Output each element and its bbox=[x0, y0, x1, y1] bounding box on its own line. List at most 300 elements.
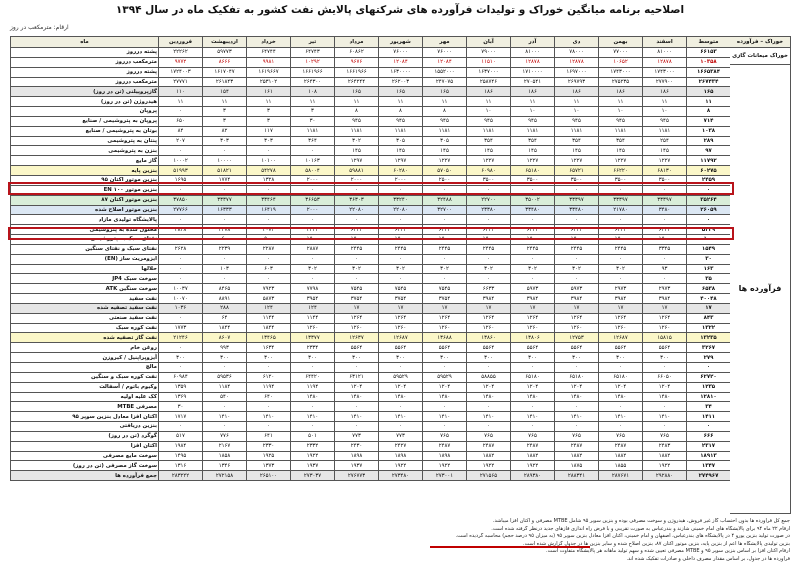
table-cell: ۱۰۰۷۰ bbox=[159, 294, 203, 304]
table-cell: ۶۰۹۸۴ bbox=[159, 372, 203, 382]
column-header: آبان bbox=[467, 37, 511, 48]
table-cell: ۱۶۵ bbox=[687, 87, 731, 97]
table-row bbox=[11, 166, 731, 176]
table-cell: ۰ bbox=[511, 422, 555, 432]
table-cell: ۰ bbox=[555, 402, 599, 412]
table-cell: ۰ bbox=[379, 274, 423, 284]
table-cell: ۰ bbox=[555, 422, 599, 432]
table-cell: ۸ bbox=[687, 107, 731, 117]
table-cell: ۳۹۸۴ bbox=[467, 294, 511, 304]
table-cell: ۹۹۸۱ bbox=[247, 57, 291, 67]
table-cell: ۱۴۱۰ bbox=[423, 412, 467, 422]
table-cell: ۰ bbox=[599, 402, 643, 412]
unit-note: ارقام: مترمکعب در روز bbox=[10, 24, 69, 31]
table-cell: ۰ bbox=[423, 363, 467, 373]
row-label: نفت کوره سبک bbox=[11, 323, 159, 333]
table-cell: ۱۸۴۴ bbox=[203, 323, 247, 333]
table-cell: ۵۵۶۴ bbox=[467, 343, 511, 353]
table-cell: ۵۸۷۳ bbox=[247, 294, 291, 304]
table-row bbox=[11, 215, 731, 225]
table-cell: ۱۹۲۲ bbox=[379, 461, 423, 471]
table-cell: ۱۴۸۰ bbox=[511, 392, 555, 402]
table-cell: ۶۵۱۸۰ bbox=[511, 372, 555, 382]
table-cell: ۷۶۰۰۰ bbox=[379, 48, 423, 58]
table-cell: ۳۰۰ bbox=[291, 353, 335, 363]
table-cell: ۱۴۵ bbox=[423, 146, 467, 156]
table-cell: ۳۵۰۰ bbox=[599, 175, 643, 185]
table-cell: ۲۶۴۲۴۴ bbox=[335, 77, 379, 87]
table-cell: ۰ bbox=[643, 422, 687, 432]
table-cell: ۱۸۸۲ bbox=[599, 451, 643, 461]
table-cell: ۰ bbox=[159, 215, 203, 225]
table-cell: ۰ bbox=[159, 264, 203, 274]
table-row bbox=[11, 363, 731, 373]
table-cell: ۵۱۹۹۳ bbox=[159, 166, 203, 176]
table-cell: ۵۹۷۳ bbox=[555, 284, 599, 294]
table-cell: ۰ bbox=[203, 402, 247, 412]
table-cell: ۱۲۶۸۷ bbox=[379, 333, 423, 343]
table-cell: ۲۷۷۹۰۰ bbox=[643, 77, 687, 87]
table-cell: ۱۶۶۱۹۶۶ bbox=[291, 67, 335, 77]
footnote-underline bbox=[430, 546, 590, 548]
table-cell: ۱۱ bbox=[643, 97, 687, 107]
table-cell: ۱۶۵ bbox=[335, 87, 379, 97]
table-cell: ۲۰۰۰ bbox=[291, 205, 335, 215]
table-cell: ۰ bbox=[599, 254, 643, 264]
table-cell: ۹۷ bbox=[687, 146, 731, 156]
row-label: سوخت گاز مصرفی (تن در روز) bbox=[11, 461, 159, 471]
table-cell: ۱۸۶ bbox=[555, 87, 599, 97]
table-row bbox=[11, 274, 731, 284]
table-cell: ۱۰۰ bbox=[687, 235, 731, 245]
row-label: پنتان به پتروشیمی bbox=[11, 136, 159, 146]
table-row bbox=[11, 126, 731, 136]
table-cell: ۱۲۶۴ bbox=[467, 313, 511, 323]
header-row bbox=[11, 37, 731, 48]
table-cell: ۳۹۵۴ bbox=[291, 294, 335, 304]
table-cell: ۱۰۳۸ bbox=[687, 126, 731, 136]
table-cell: ۹۴۵ bbox=[379, 116, 423, 126]
table-cell: ۱۱۴۴ bbox=[247, 313, 291, 323]
table-cell: ۲۹۷۳ bbox=[599, 284, 643, 294]
table-row bbox=[11, 313, 731, 323]
row-label: پشته درروز bbox=[11, 67, 159, 77]
table-cell: ۱۳۴۷ bbox=[687, 461, 731, 471]
table-cell: ۱۶۶۱۹۶۶ bbox=[335, 67, 379, 77]
table-cell: ۸۱۰۰۰ bbox=[643, 48, 687, 58]
table-cell: ۷۷۳ bbox=[335, 431, 379, 441]
table-cell: ۶۵۷۲۱ bbox=[555, 166, 599, 176]
table-cell: ۲۲۰۸۰ bbox=[379, 205, 423, 215]
table-cell: ۲۶۹۷۹۳ bbox=[555, 77, 599, 87]
table-cell: ۳ bbox=[247, 107, 291, 117]
table-cell: ۳۳۳۹۷ bbox=[599, 195, 643, 205]
table-cell: ۰ bbox=[159, 185, 203, 195]
table-cell: ۱۰۰۳۷ bbox=[159, 284, 203, 294]
table-row bbox=[11, 244, 731, 254]
table-cell: ۷۷۹۸ bbox=[291, 284, 335, 294]
table-cell: ۰ bbox=[335, 185, 379, 195]
table-cell: ۱۲۲۷ bbox=[555, 156, 599, 166]
table-cell: ۲۵۸۷۴۶ bbox=[467, 77, 511, 87]
row-label: مترمکعب درروز bbox=[11, 57, 159, 67]
table-cell: ۶۰۲۸۰ bbox=[379, 166, 423, 176]
table-cell: ۳۹۸۴ bbox=[643, 294, 687, 304]
table-cell: ۱۹۳۷ bbox=[291, 461, 335, 471]
table-cell: ۱۳۴۶ bbox=[203, 461, 247, 471]
row-label: بنزین دریافتی bbox=[11, 422, 159, 432]
table-cell: ۱۹۲۲ bbox=[643, 461, 687, 471]
table-cell: ۱۳۸۶۰ bbox=[467, 333, 511, 343]
table-row bbox=[11, 422, 731, 432]
table-cell: ۰ bbox=[467, 363, 511, 373]
table-cell: ۱۰ bbox=[511, 107, 555, 117]
table-cell: ۰ bbox=[467, 274, 511, 284]
table-cell: ۶۴۴۴ bbox=[423, 225, 467, 235]
table-cell: ۱۷ bbox=[687, 303, 731, 313]
table-cell: ۱۴۱۰ bbox=[203, 412, 247, 422]
table-cell: ۱۲۷۵۳ bbox=[555, 333, 599, 343]
table-cell: ۰ bbox=[159, 107, 203, 117]
table-cell: ۲۷۲۱۵۸ bbox=[203, 471, 247, 481]
table-cell: ۶۱۲۰ bbox=[247, 372, 291, 382]
table-cell: ۱۸۹۸ bbox=[335, 451, 379, 461]
table-cell: ۳۲۷۰۰ bbox=[423, 205, 467, 215]
table-cell: ۹۴۵ bbox=[511, 116, 555, 126]
table-cell: ۱۶۴۱۹ bbox=[247, 205, 291, 215]
table-cell: ۰ bbox=[247, 274, 291, 284]
table-cell: ۶۵۳۸ bbox=[687, 284, 731, 294]
table-container bbox=[10, 36, 730, 481]
table-cell: ۱۱ bbox=[511, 97, 555, 107]
table-cell: ۳۵۰۰ bbox=[467, 175, 511, 185]
table-row bbox=[11, 156, 731, 166]
table-cell: ۰ bbox=[599, 274, 643, 284]
table-cell: ۰ bbox=[687, 185, 731, 195]
row-label: جمع فرآورده ها bbox=[11, 471, 159, 481]
table-cell: ۱۸۸۲ bbox=[555, 451, 599, 461]
table-body bbox=[11, 48, 731, 481]
table-cell: ۲۸۹ bbox=[687, 136, 731, 146]
table-cell: ۱۷ bbox=[379, 303, 423, 313]
table-cell: ۲۷۳۴۸۰ bbox=[379, 471, 423, 481]
table-cell: ۲۴۴۵ bbox=[555, 244, 599, 254]
table-cell: ۲۴۴۵ bbox=[511, 244, 555, 254]
table-cell: ۹۴۵ bbox=[423, 116, 467, 126]
table-cell: ۷۶۵ bbox=[555, 431, 599, 441]
table-cell: ۶۴۷۴۳ bbox=[291, 48, 335, 58]
table-cell: ۵۱۷ bbox=[159, 431, 203, 441]
table-cell: ۱۷ bbox=[643, 303, 687, 313]
table-cell: ۱۲۰۴ bbox=[467, 382, 511, 392]
table-cell: ۱۰ bbox=[555, 107, 599, 117]
table-cell: ۹۳ bbox=[643, 264, 687, 274]
table-cell: ۵۴۲۷۸ bbox=[247, 166, 291, 176]
table-cell: ۵۹۵۲۹ bbox=[379, 372, 423, 382]
row-label: گازپروپیلنی (تن در روز) bbox=[11, 87, 159, 97]
table-cell: ۰ bbox=[379, 422, 423, 432]
table-cell: ۲۴۸۷ bbox=[511, 441, 555, 451]
table-cell: ۲۲۲۶۲ bbox=[159, 48, 203, 58]
table-cell: ۱۱ bbox=[467, 97, 511, 107]
table-cell: ۱۶۱۷۰۴۷ bbox=[203, 67, 247, 77]
table-cell: ۰ bbox=[291, 185, 335, 195]
table-cell: ۵۴۰ bbox=[203, 392, 247, 402]
table-cell: ۱۴۵ bbox=[511, 146, 555, 156]
table-row bbox=[11, 382, 731, 392]
table-row bbox=[11, 451, 731, 461]
table-cell: ۲۰۰۰ bbox=[291, 175, 335, 185]
table-cell: ۱۲۸۱۰ bbox=[687, 392, 731, 402]
table-cell: ۱۷۴۳۰۰۰ bbox=[643, 67, 687, 77]
table-cell: ۶۴۴۴ bbox=[599, 225, 643, 235]
table-cell: ۸۱۰۰۰ bbox=[511, 48, 555, 58]
table-cell: ۳۰۰ bbox=[467, 353, 511, 363]
table-cell: ۲۷۰۵۴۱ bbox=[511, 77, 555, 87]
table-cell: ۳۵۴ bbox=[599, 136, 643, 146]
table-cell: ۱۹۸۴ bbox=[159, 441, 203, 451]
table-cell: ۷۱۴ bbox=[687, 116, 731, 126]
table-cell: ۱۱ bbox=[291, 97, 335, 107]
table-cell: ۱۴۸۰ bbox=[599, 392, 643, 402]
table-row bbox=[11, 254, 731, 264]
row-label: محلول شده به پتروشیمی bbox=[11, 225, 159, 235]
table-cell: ۹۴۵ bbox=[335, 116, 379, 126]
table-cell: ۶۸۱۳۰ bbox=[643, 166, 687, 176]
table-cell: ۱۸۶ bbox=[467, 87, 511, 97]
table-cell: ۸ bbox=[379, 107, 423, 117]
table-cell: ۲۴۷۰۷۵ bbox=[423, 77, 467, 87]
table-cell: ۳۵۰۰۲ bbox=[511, 195, 555, 205]
table-cell: ۰ bbox=[159, 146, 203, 156]
table-cell: ۳۰۰ bbox=[247, 353, 291, 363]
table-cell: ۱۰ bbox=[599, 107, 643, 117]
table-cell: ۵۰۱ bbox=[291, 431, 335, 441]
table-cell: ۱۷ bbox=[511, 303, 555, 313]
row-label: پالایشگاه تولیدی مازاد bbox=[11, 215, 159, 225]
table-cell: ۳۷۵۴ bbox=[379, 294, 423, 304]
table-cell: ۲۴۸۷ bbox=[599, 441, 643, 451]
table-cell: ۰ bbox=[203, 254, 247, 264]
table-cell: ۲۸۸ bbox=[203, 303, 247, 313]
table-cell: ۱۱ bbox=[423, 97, 467, 107]
table-row bbox=[11, 353, 731, 363]
table-cell: ۲۷۳۰۳۷ bbox=[291, 471, 335, 481]
table-cell: ۱۴۱۰ bbox=[291, 412, 335, 422]
table-cell: ۲۸۷۶۷۱ bbox=[599, 471, 643, 481]
table-cell: ۵۵۶۴ bbox=[599, 343, 643, 353]
table-cell: ۲۸۳۲۲۲ bbox=[159, 471, 203, 481]
table-cell: ۱۰۳۶ bbox=[159, 303, 203, 313]
table-row bbox=[11, 107, 731, 117]
table-cell: ۶۶۶ bbox=[687, 431, 731, 441]
table-cell: ۰ bbox=[555, 215, 599, 225]
production-table bbox=[10, 36, 731, 481]
table-cell: ۱۲۰۴ bbox=[555, 382, 599, 392]
table-cell: ۰ bbox=[203, 274, 247, 284]
table-row bbox=[11, 57, 731, 67]
table-cell: ۱۳۲۸ bbox=[247, 175, 291, 185]
table-cell: ۰ bbox=[291, 402, 335, 412]
table-cell: ۶۴۷۴۴ bbox=[247, 48, 291, 58]
table-cell: ۰ bbox=[643, 274, 687, 284]
row-label: مالچ bbox=[11, 363, 159, 373]
table-cell: ۲۴۸۳ bbox=[643, 441, 687, 451]
table-cell: ۵۵۶۴ bbox=[511, 343, 555, 353]
table-cell: ۲۷۵۲۳۵ bbox=[599, 77, 643, 87]
table-cell: ۲۳۳۸۰ bbox=[467, 205, 511, 215]
table-cell: ۱۲۰۴ bbox=[643, 382, 687, 392]
table-cell: ۰ bbox=[203, 363, 247, 373]
table-cell: ۱۱ bbox=[335, 97, 379, 107]
table-cell: ۲۶۴۳۰۰ bbox=[291, 77, 335, 87]
table-cell: ۳۰۰ bbox=[599, 353, 643, 363]
column-header: آذر bbox=[511, 37, 555, 48]
table-cell: ۳۳۴۸۰ bbox=[511, 205, 555, 215]
table-cell: ۱۱۸۴ bbox=[203, 382, 247, 392]
table-cell: ۱۲۲۷ bbox=[467, 156, 511, 166]
table-cell: ۱۷ bbox=[467, 303, 511, 313]
table-cell: ۳۵۴ bbox=[467, 136, 511, 146]
table-cell: ۰ bbox=[643, 215, 687, 225]
table-cell: ۷۹۲۳ bbox=[247, 284, 291, 294]
table-cell: ۶۴۴۴ bbox=[379, 225, 423, 235]
table-cell: ۱۷۴۳۰۰۰ bbox=[599, 67, 643, 77]
table-cell: ۲۲۰۸۰ bbox=[335, 205, 379, 215]
table-cell: ۲۴۲۷ bbox=[379, 441, 423, 451]
table-cell: ۰ bbox=[291, 422, 335, 432]
footnote-line: بنزین تولیدی پالایشگاه ها اعم از بنزین پایه، بنزین موتور اکتان ۸۷، بنزین اصلاح شده و سایر بنزین ها در جدول گزارش شده است. bbox=[10, 541, 790, 549]
table-cell: ۱۴۹۵ bbox=[159, 451, 203, 461]
row-label: کک علیه اولیه bbox=[11, 392, 159, 402]
table-cell: ۳۳۳۳ bbox=[291, 225, 335, 235]
table-cell: ۱۲۲۷ bbox=[423, 156, 467, 166]
table-cell: ۲۶۲۰۰۳ bbox=[379, 77, 423, 87]
table-cell: ۱۲۶۴ bbox=[379, 313, 423, 323]
table-cell: ۵۹۵۳۶ bbox=[203, 372, 247, 382]
table-cell: ۱۲۰۴ bbox=[511, 382, 555, 392]
table-cell: ۵۹۷۷۳ bbox=[203, 48, 247, 58]
table-cell: ۱۵۰۰ bbox=[643, 235, 687, 245]
table-cell: ۳۵۰۰ bbox=[555, 175, 599, 185]
table-cell: ۱۹۳۷ bbox=[335, 461, 379, 471]
table-cell: ۶۴۴۲۰ bbox=[291, 372, 335, 382]
table-cell: ۳۳۴۸۰ bbox=[555, 205, 599, 215]
table-cell: ۰ bbox=[511, 215, 555, 225]
row-label: سوخت سنگین ATK bbox=[11, 284, 159, 294]
table-cell: ۰ bbox=[555, 254, 599, 264]
table-cell: ۱۸۵۵ bbox=[599, 461, 643, 471]
table-cell: ۲۵۰۰ bbox=[423, 175, 467, 185]
category-sidebar bbox=[730, 36, 791, 514]
table-cell: ۰ bbox=[159, 313, 203, 323]
table-cell: ۷۷۰۰۰ bbox=[599, 48, 643, 58]
table-cell: ۱۴۸۰ bbox=[379, 392, 423, 402]
column-header: بهمن bbox=[599, 37, 643, 48]
table-row bbox=[11, 97, 731, 107]
table-cell: ۷۶۵ bbox=[511, 431, 555, 441]
table-cell: ۸۶۶۶ bbox=[203, 57, 247, 67]
table-cell: ۰ bbox=[247, 422, 291, 432]
table-cell: ۱۵۰۰ bbox=[291, 235, 335, 245]
table-cell: ۱۵۰۰ bbox=[599, 235, 643, 245]
table-cell: ۶۶۳۳ bbox=[467, 284, 511, 294]
table-cell: ۳۷۵۴ bbox=[335, 294, 379, 304]
table-cell: ۱۱۸۱ bbox=[599, 126, 643, 136]
row-label: روغن خام bbox=[11, 343, 159, 353]
table-cell: ۲۴۵۹ bbox=[687, 175, 731, 185]
table-cell: ۱۰۳۵۸ bbox=[687, 57, 731, 67]
table-cell: ۱۴۸۰ bbox=[335, 392, 379, 402]
table-cell: ۳۰۲ bbox=[335, 136, 379, 146]
table-cell: ۵۹۷۳ bbox=[511, 284, 555, 294]
table-cell: ۶۶۰۵۰ bbox=[643, 372, 687, 382]
table-cell: ۰ bbox=[467, 254, 511, 264]
row-label: نفت کوره سبک و سنگین bbox=[11, 372, 159, 382]
table-cell: ۲۱۶۷ bbox=[203, 441, 247, 451]
table-cell: ۱۵۴۹ bbox=[687, 244, 731, 254]
table-cell: ۱۱ bbox=[379, 97, 423, 107]
table-cell: ۳۵ bbox=[687, 274, 731, 284]
table-cell: ۱۸۴۴ bbox=[247, 323, 291, 333]
table-cell: ۳۲۶۷ bbox=[687, 343, 731, 353]
table-cell: ۸ bbox=[423, 107, 467, 117]
table-cell: ۲۸۸۳۴۱ bbox=[555, 471, 599, 481]
row-label: گاز مایع bbox=[11, 156, 159, 166]
table-cell: ۱۷ bbox=[423, 303, 467, 313]
table-cell: ۱۳۴۶۵ bbox=[247, 333, 291, 343]
table-cell: ۲۶۵۱۰۰ bbox=[247, 471, 291, 481]
table-cell: ۳۳۷۸ bbox=[203, 225, 247, 235]
table-cell: ۱۵۰۰ bbox=[467, 235, 511, 245]
table-cell: ۰ bbox=[159, 235, 203, 245]
table-cell: ۱۳۳۷۷ bbox=[291, 333, 335, 343]
table-cell: ۱۴۸۰ bbox=[555, 392, 599, 402]
table-cell: ۱۱۹۴ bbox=[247, 382, 291, 392]
table-cell: ۲۰۰۰ bbox=[379, 175, 423, 185]
table-cell: ۵۰۰ bbox=[247, 235, 291, 245]
table-cell: ۷۷۳ bbox=[379, 431, 423, 441]
row-label: مترمکعب درروز bbox=[11, 77, 159, 87]
table-cell: ۱۸۸۲ bbox=[643, 451, 687, 461]
table-cell: ۲۳۳۰ bbox=[247, 441, 291, 451]
row-label: وکیوم باتوم / آسفالت bbox=[11, 382, 159, 392]
table-cell: ۰ bbox=[379, 254, 423, 264]
table-cell: ۰ bbox=[555, 274, 599, 284]
table-row bbox=[11, 303, 731, 313]
table-cell: ۰ bbox=[643, 363, 687, 373]
table-cell: ۲۴۸۷ bbox=[423, 441, 467, 451]
row-label: هیدروژن (تن در روز) bbox=[11, 97, 159, 107]
table-row bbox=[11, 225, 731, 235]
footnote-line: ارقام ۲۲ ماه ۹۴ برای پالایشگاه های امام خمینی شازند و بندرعباس به صورت تقریبی و با فرض راه اندازی فازهای جدید درنظر گرفته شده است. bbox=[10, 526, 790, 534]
table-cell: ۰ bbox=[379, 363, 423, 373]
row-label: بنزین موتور EN ۱۰۰ bbox=[11, 185, 159, 195]
table-cell: ۵۲۲۹ bbox=[687, 225, 731, 235]
footnote-line: در صورت تولید بنزین یورو ۴ در پالایشگاه های بندرعباس، اصفهان و امام خمینی، اکتان افزا معادل بنزین سوپر ۹۵ (به میزان ۹۵ درصد حجم) محاسبه گردیده است. bbox=[10, 533, 790, 541]
table-cell: ۳۰۵ bbox=[423, 136, 467, 146]
row-label: بنزن به پتروشیمی bbox=[11, 146, 159, 156]
table-cell: ۲۷۱۵۶۵ bbox=[467, 471, 511, 481]
table-cell: ۱۷۷۴ bbox=[203, 175, 247, 185]
table-row bbox=[11, 333, 731, 343]
table-cell: ۰ bbox=[687, 363, 731, 373]
table-cell: ۰ bbox=[159, 254, 203, 264]
table-cell: ۳۰۰ bbox=[643, 353, 687, 363]
row-label: سوخت مایع مصرفی bbox=[11, 451, 159, 461]
table-row bbox=[11, 175, 731, 185]
table-cell: ۱۲۶۴ bbox=[599, 313, 643, 323]
